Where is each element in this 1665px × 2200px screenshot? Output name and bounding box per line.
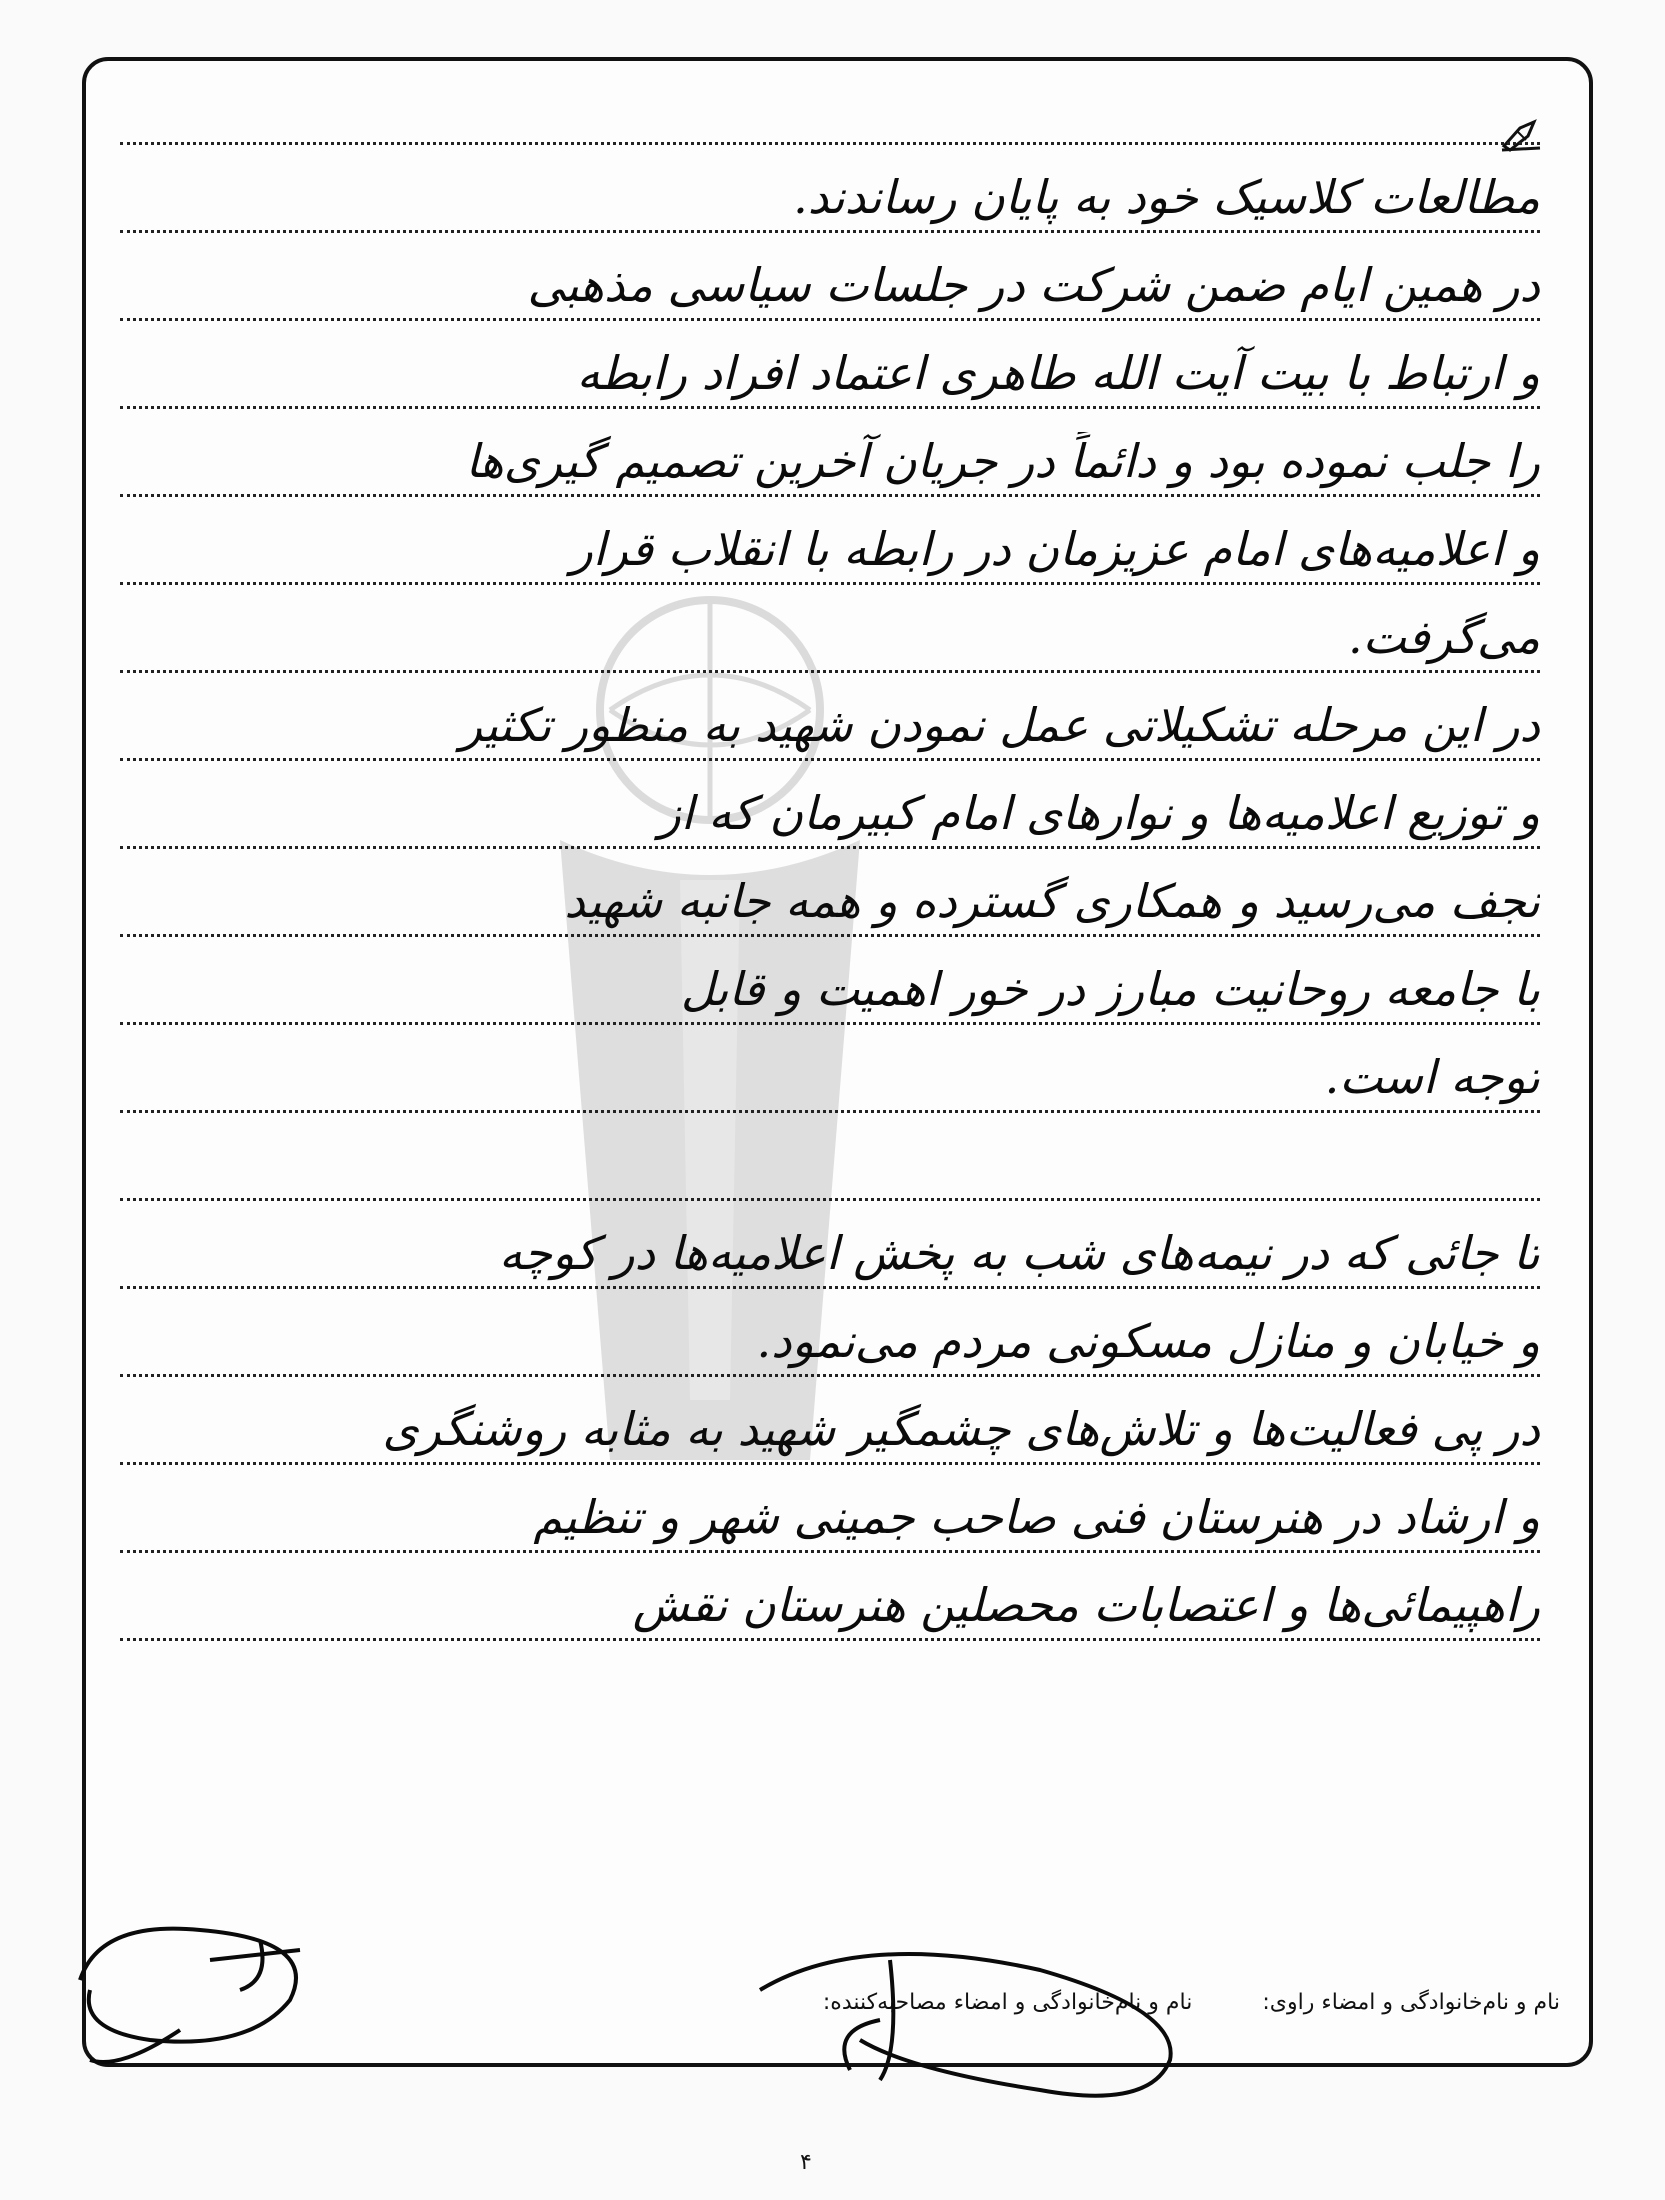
interviewer-label: نام و نام‌خانوادگی و امضاء مصاحبه‌کننده: xyxy=(822,1990,1193,2015)
text-line xyxy=(120,166,1540,233)
text-line xyxy=(120,518,1540,585)
line-text: تا جائی که در نیمه‌های شب به پخش اعلامیه‌ها در کوچه xyxy=(498,1226,1540,1280)
text-line xyxy=(120,78,1540,145)
text-line xyxy=(120,342,1540,409)
line-text: می‌گرفت. xyxy=(1347,610,1540,664)
line-text: و ارتباط با بیت آیت الله طاهری اعتماد افراد رابطه xyxy=(576,346,1540,400)
interviewer-signature xyxy=(740,1920,1210,2110)
narrator-label: نام و نام‌خانوادگی و امضاء راوی: xyxy=(1262,1990,1560,2015)
text-line xyxy=(120,1574,1540,1641)
text-line xyxy=(120,1398,1540,1465)
text-line xyxy=(120,606,1540,673)
line-text: توجه است. xyxy=(1324,1050,1540,1104)
line-text: در این مرحله تشکیلاتی عمل نمودن شهید به منظور تکثیر xyxy=(459,698,1540,752)
line-text: و خیابان و منازل مسکونی مردم می‌نمود. xyxy=(756,1314,1540,1368)
text-line xyxy=(120,1046,1540,1113)
text-line xyxy=(120,694,1540,761)
text-line xyxy=(120,1222,1540,1289)
line-text: و اعلامیه‌های امام عزیزمان در رابطه با انقلاب قرار xyxy=(570,522,1540,576)
text-line xyxy=(120,782,1540,849)
line-text: و توزیع اعلامیه‌ها و نوارهای امام کبیرمان که از xyxy=(658,786,1540,840)
line-text: با جامعه روحانیت مبارز در خور اهمیت و قابل xyxy=(680,962,1540,1016)
text-line xyxy=(120,254,1540,321)
text-line xyxy=(120,1310,1540,1377)
line-text: را جلب نموده بود و دائماً در جریان آخرین تصمیم گیری‌ها xyxy=(465,434,1540,488)
line-text: نجف می‌رسید و همکاری گسترده و همه جانبه شهید xyxy=(564,874,1540,928)
line-text: و ارشاد در هنرستان فنی صاحب جمینی شهر و تنظیم xyxy=(533,1490,1540,1544)
line-text: در پی فعالیت‌ها و تلاش‌های چشمگیر شهید به مثابه روشنگری xyxy=(382,1402,1540,1456)
page-number: ۴ xyxy=(800,2150,812,2175)
line-text: مطالعات کلاسیک خود به پایان رساندند. xyxy=(793,170,1540,224)
text-line xyxy=(120,870,1540,937)
line-text: راهپیمائی‌ها و اعتصابات محصلین هنرستان نقش xyxy=(632,1578,1540,1632)
line-text: در همین ایام ضمن شرکت در جلسات سیاسی مذهبی xyxy=(527,258,1540,312)
narrator-signature xyxy=(60,1880,350,2070)
text-line xyxy=(120,1134,1540,1201)
text-line xyxy=(120,430,1540,497)
text-line xyxy=(120,1486,1540,1553)
text-line xyxy=(120,958,1540,1025)
